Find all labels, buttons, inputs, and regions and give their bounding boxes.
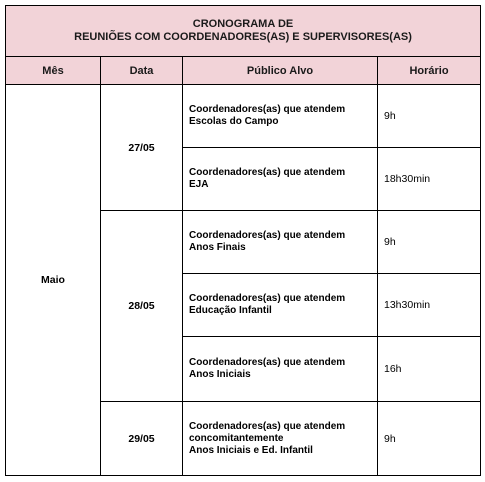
date-cell: 29/05 <box>101 402 183 476</box>
audience-line: Coordenadores(as) que atendem <box>189 420 346 432</box>
table-title <box>6 6 481 57</box>
schedule-table <box>5 5 481 476</box>
audience-line: concomitantemente <box>189 432 284 444</box>
date-cell: 28/05 <box>101 211 183 402</box>
audience-cell <box>183 337 378 402</box>
audience-cell <box>183 402 378 476</box>
time-cell: 9h <box>378 211 481 274</box>
audience-line: Coordenadores(as) que atendem <box>189 357 346 368</box>
audience-cell <box>183 274 378 337</box>
header-audience: Público Alvo <box>183 57 378 85</box>
audience-line: Coordenadores(as) que atendem <box>189 230 346 241</box>
time-cell: 16h <box>378 337 481 402</box>
audience-cell <box>183 148 378 211</box>
date-cell: 27/05 <box>101 85 183 211</box>
audience-cell <box>183 85 378 148</box>
header-time: Horário <box>378 57 481 85</box>
audience-line: Anos Iniciais e Ed. Infantil <box>189 444 313 456</box>
audience-line: Escolas do Campo <box>189 116 279 127</box>
audience-line: EJA <box>189 179 209 190</box>
audience-cell <box>183 211 378 274</box>
header-date: Data <box>101 57 183 85</box>
header-month: Mês <box>6 57 101 85</box>
time-cell: 9h <box>378 85 481 148</box>
audience-line: Educação Infantil <box>189 305 272 316</box>
audience-line: Anos Iniciais <box>189 369 251 380</box>
time-cell: 9h <box>378 402 481 476</box>
time-cell: 18h30min <box>378 148 481 211</box>
header-row <box>6 57 481 85</box>
audience-line: Coordenadores(as) que atendem <box>189 293 346 304</box>
audience-line: Coordenadores(as) que atendem <box>189 104 346 115</box>
title-line-1: CRONOGRAMA DE <box>192 18 294 30</box>
title-line-2: REUNIÕES COM COORDENADORES(AS) E SUPERVISORES(AS) <box>74 31 412 43</box>
time-cell: 13h30min <box>378 274 481 337</box>
audience-line: Coordenadores(as) que atendem <box>189 167 346 178</box>
month-cell: Maio <box>6 85 101 476</box>
table-row <box>6 85 481 148</box>
audience-line: Anos Finais <box>189 242 246 253</box>
